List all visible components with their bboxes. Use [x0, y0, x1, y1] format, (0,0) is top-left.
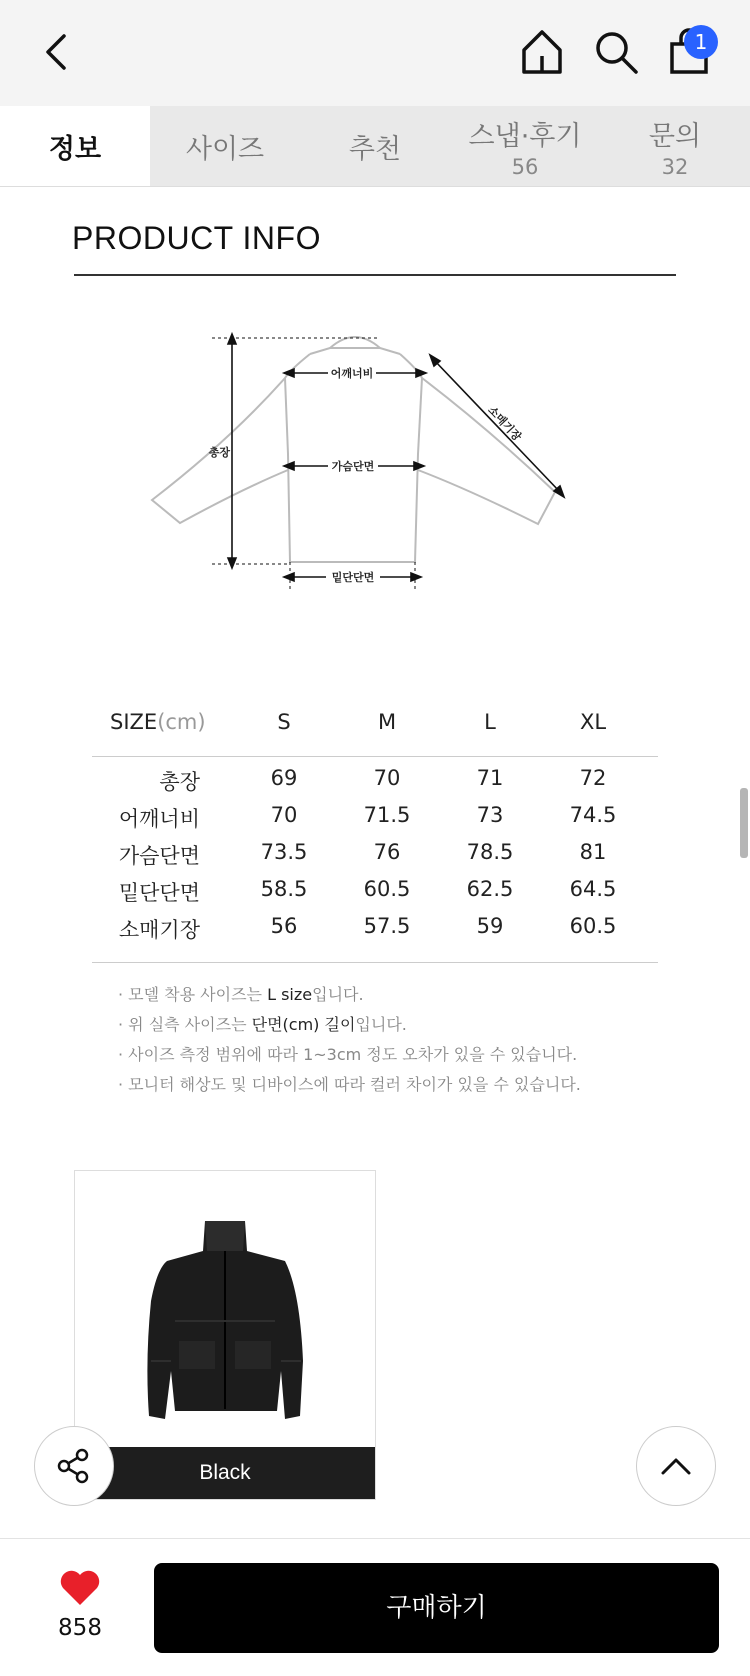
table-divider	[92, 756, 658, 757]
table-row	[92, 840, 658, 876]
size-diagram	[150, 330, 620, 630]
note-text: · 위 실측 사이즈는	[118, 1015, 252, 1034]
tab-inquiry[interactable]	[600, 106, 750, 186]
color-option-card[interactable]	[74, 1170, 376, 1500]
tab-size[interactable]	[150, 106, 300, 186]
size-notes	[118, 980, 581, 1100]
table-cell: 59	[476, 914, 504, 938]
search-icon[interactable]	[592, 28, 640, 76]
diagram-chest-label: 가슴단면	[331, 460, 375, 473]
size-header-label: SIZE	[110, 710, 158, 734]
row-label: 어깨너비	[118, 807, 200, 831]
chevron-up-icon	[658, 1454, 694, 1478]
tab-count: 32	[661, 154, 689, 179]
tab-label: 문의	[648, 120, 702, 152]
table-divider	[92, 962, 658, 963]
table-cell: 69	[270, 766, 298, 790]
tab-bar	[0, 106, 750, 187]
heart-icon	[58, 1569, 102, 1607]
table-row	[92, 877, 658, 913]
table-cell: 57.5	[363, 914, 411, 938]
table-row	[92, 766, 658, 802]
cart-count-badge: 1	[684, 25, 718, 59]
table-cell: 74.5	[569, 803, 617, 827]
table-cell: 60.5	[569, 914, 617, 938]
diagram-sleeve-label: 소매기장	[485, 403, 524, 444]
color-label: Black	[75, 1447, 375, 1499]
top-bar	[0, 0, 750, 106]
note-highlight: 단면(cm) 길이	[251, 1015, 356, 1034]
buy-button[interactable]: 구매하기	[154, 1563, 719, 1653]
row-label: 소매기장	[118, 918, 200, 942]
product-image	[135, 1211, 315, 1441]
home-icon[interactable]	[518, 26, 566, 78]
size-column-header: L	[484, 710, 496, 734]
table-cell: 70	[373, 766, 401, 790]
table-cell: 76	[373, 840, 401, 864]
size-header-unit: (cm)	[157, 710, 206, 734]
like-button[interactable]	[54, 1569, 106, 1641]
title-divider	[74, 274, 676, 276]
table-cell: 71.5	[363, 803, 411, 827]
note-item	[118, 980, 581, 1010]
table-row	[92, 914, 658, 950]
diagram-hem-label: 밑단단면	[331, 571, 375, 584]
tab-recommend[interactable]	[300, 106, 450, 186]
size-column-header: XL	[579, 710, 607, 734]
tab-label: 스냅·후기	[468, 120, 582, 152]
table-cell: 62.5	[466, 877, 514, 901]
note-item	[118, 1010, 581, 1040]
row-label: 총장	[159, 770, 200, 794]
table-cell: 64.5	[569, 877, 617, 901]
table-cell: 78.5	[466, 840, 514, 864]
note-text: 입니다.	[312, 985, 364, 1004]
note-item: · 모니터 해상도 및 디바이스에 따라 컬러 차이가 있을 수 있습니다.	[118, 1075, 581, 1094]
table-cell: 81	[579, 840, 607, 864]
note-item: · 사이즈 측정 범위에 따라 1~3cm 정도 오차가 있을 수 있습니다.	[118, 1045, 578, 1064]
table-cell: 60.5	[363, 877, 411, 901]
table-cell: 56	[270, 914, 298, 938]
product-info-title: PRODUCT INFO	[72, 220, 321, 256]
diagram-shoulder-label: 어깨너비	[330, 367, 374, 380]
bottom-action-bar	[0, 1538, 750, 1676]
scroll-to-top-button[interactable]	[636, 1426, 716, 1506]
table-cell: 73	[476, 803, 504, 827]
table-cell: 73.5	[260, 840, 308, 864]
share-button[interactable]	[34, 1426, 114, 1506]
chevron-left-icon[interactable]	[38, 28, 78, 76]
note-highlight: L size	[267, 985, 313, 1004]
table-cell: 70	[270, 803, 298, 827]
table-row	[92, 803, 658, 839]
diagram-length-label: 총장	[208, 446, 230, 459]
table-cell: 72	[579, 766, 607, 790]
table-cell: 58.5	[260, 877, 308, 901]
tab-info[interactable]	[0, 106, 150, 186]
tab-snap-review[interactable]	[450, 106, 600, 186]
tab-count: 56	[511, 154, 539, 179]
note-text: 입니다.	[355, 1015, 407, 1034]
tab-label: 추천	[348, 133, 402, 165]
tab-label: 사이즈	[185, 133, 265, 165]
note-text: · 모델 착용 사이즈는	[118, 985, 268, 1004]
row-label: 밑단단면	[118, 881, 200, 905]
like-count: 858	[58, 1615, 102, 1641]
size-column-header: M	[377, 710, 397, 734]
table-header-row	[92, 710, 658, 746]
table-cell: 71	[476, 766, 504, 790]
row-label: 가슴단면	[118, 844, 200, 868]
size-header	[110, 710, 230, 734]
share-icon	[54, 1446, 94, 1486]
tab-label: 정보	[48, 133, 102, 165]
scrollbar[interactable]	[740, 788, 748, 858]
size-column-header: S	[277, 710, 291, 734]
